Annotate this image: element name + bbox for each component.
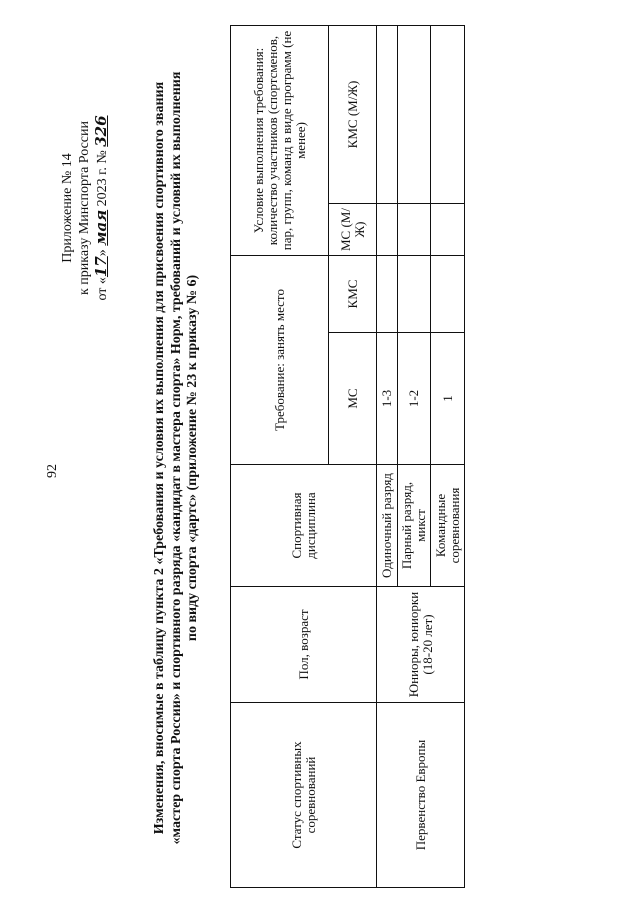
- heading-line-3: по виду спорта «дартс» (приложение № 23 к приказу № 6): [185, 274, 200, 642]
- cell-ms: 1-3: [377, 333, 398, 465]
- cell-discipline: Командные соревнования: [431, 465, 465, 587]
- handwritten-month: мая: [92, 209, 110, 246]
- cell-kms-mw: [377, 26, 398, 204]
- cell-ms-mw: [377, 204, 398, 256]
- handwritten-order-number: 326: [92, 115, 110, 147]
- cell-kms-mw: [398, 26, 431, 204]
- cell-gender-age: Юниоры, юниорки (18-20 лет): [377, 587, 465, 703]
- cell-discipline: Одиночный разряд: [377, 465, 398, 587]
- document-heading: [152, 18, 202, 898]
- appendix-order-ref: к приказу Минспорта России: [76, 121, 92, 295]
- header-kms: КМС: [329, 256, 377, 333]
- cell-ms: 1: [431, 333, 465, 465]
- handwritten-day: 17: [92, 256, 110, 278]
- cell-ms: 1-2: [398, 333, 431, 465]
- header-discipline: Спортивная дисциплина: [231, 465, 377, 587]
- appendix-block: [60, 0, 112, 418]
- cell-ms-mw: [431, 204, 465, 256]
- cell-discipline: Парный разряд, микст: [398, 465, 431, 587]
- table-row: [377, 26, 398, 888]
- cell-kms-mw: [431, 26, 465, 204]
- appendix-title: Приложение № 14: [60, 153, 75, 263]
- cell-status: Первенство Европы: [377, 703, 465, 888]
- heading-line-2: «мастер спорта России» и спортивного разряда «кандидат в мастера спорта» Норм, требований и условий их выполнения: [168, 71, 184, 845]
- date-mid: »: [95, 249, 110, 257]
- header-ms-mw: МС (М/Ж): [329, 204, 377, 256]
- cell-ms-mw: [398, 204, 431, 256]
- cell-kms: [431, 256, 465, 333]
- header-ms: МС: [329, 333, 377, 465]
- header-status: Статус спортивных соревнований: [231, 703, 377, 888]
- appendix-date-line: [93, 0, 112, 418]
- page-number: 92: [45, 464, 60, 478]
- header-requirement: Требование: занять место: [231, 256, 329, 465]
- header-gender-age: Пол, возраст: [231, 587, 377, 703]
- header-condition: Условие выполнения требования: количество участников (спортсменов, пар, групп, команд в виде программ (не менее): [231, 26, 329, 256]
- date-year: 2023 г. №: [95, 150, 110, 207]
- requirements-table: [230, 25, 465, 888]
- heading-line-1: Изменения, вносимые в таблицу пункта 2 «Требования и условия их выполнения для присвоения спортивного звания: [152, 81, 167, 835]
- cell-kms: [398, 256, 431, 333]
- header-kms-mw: КМС (М/Ж): [329, 26, 377, 204]
- cell-kms: [377, 256, 398, 333]
- date-prefix: от «: [95, 277, 110, 301]
